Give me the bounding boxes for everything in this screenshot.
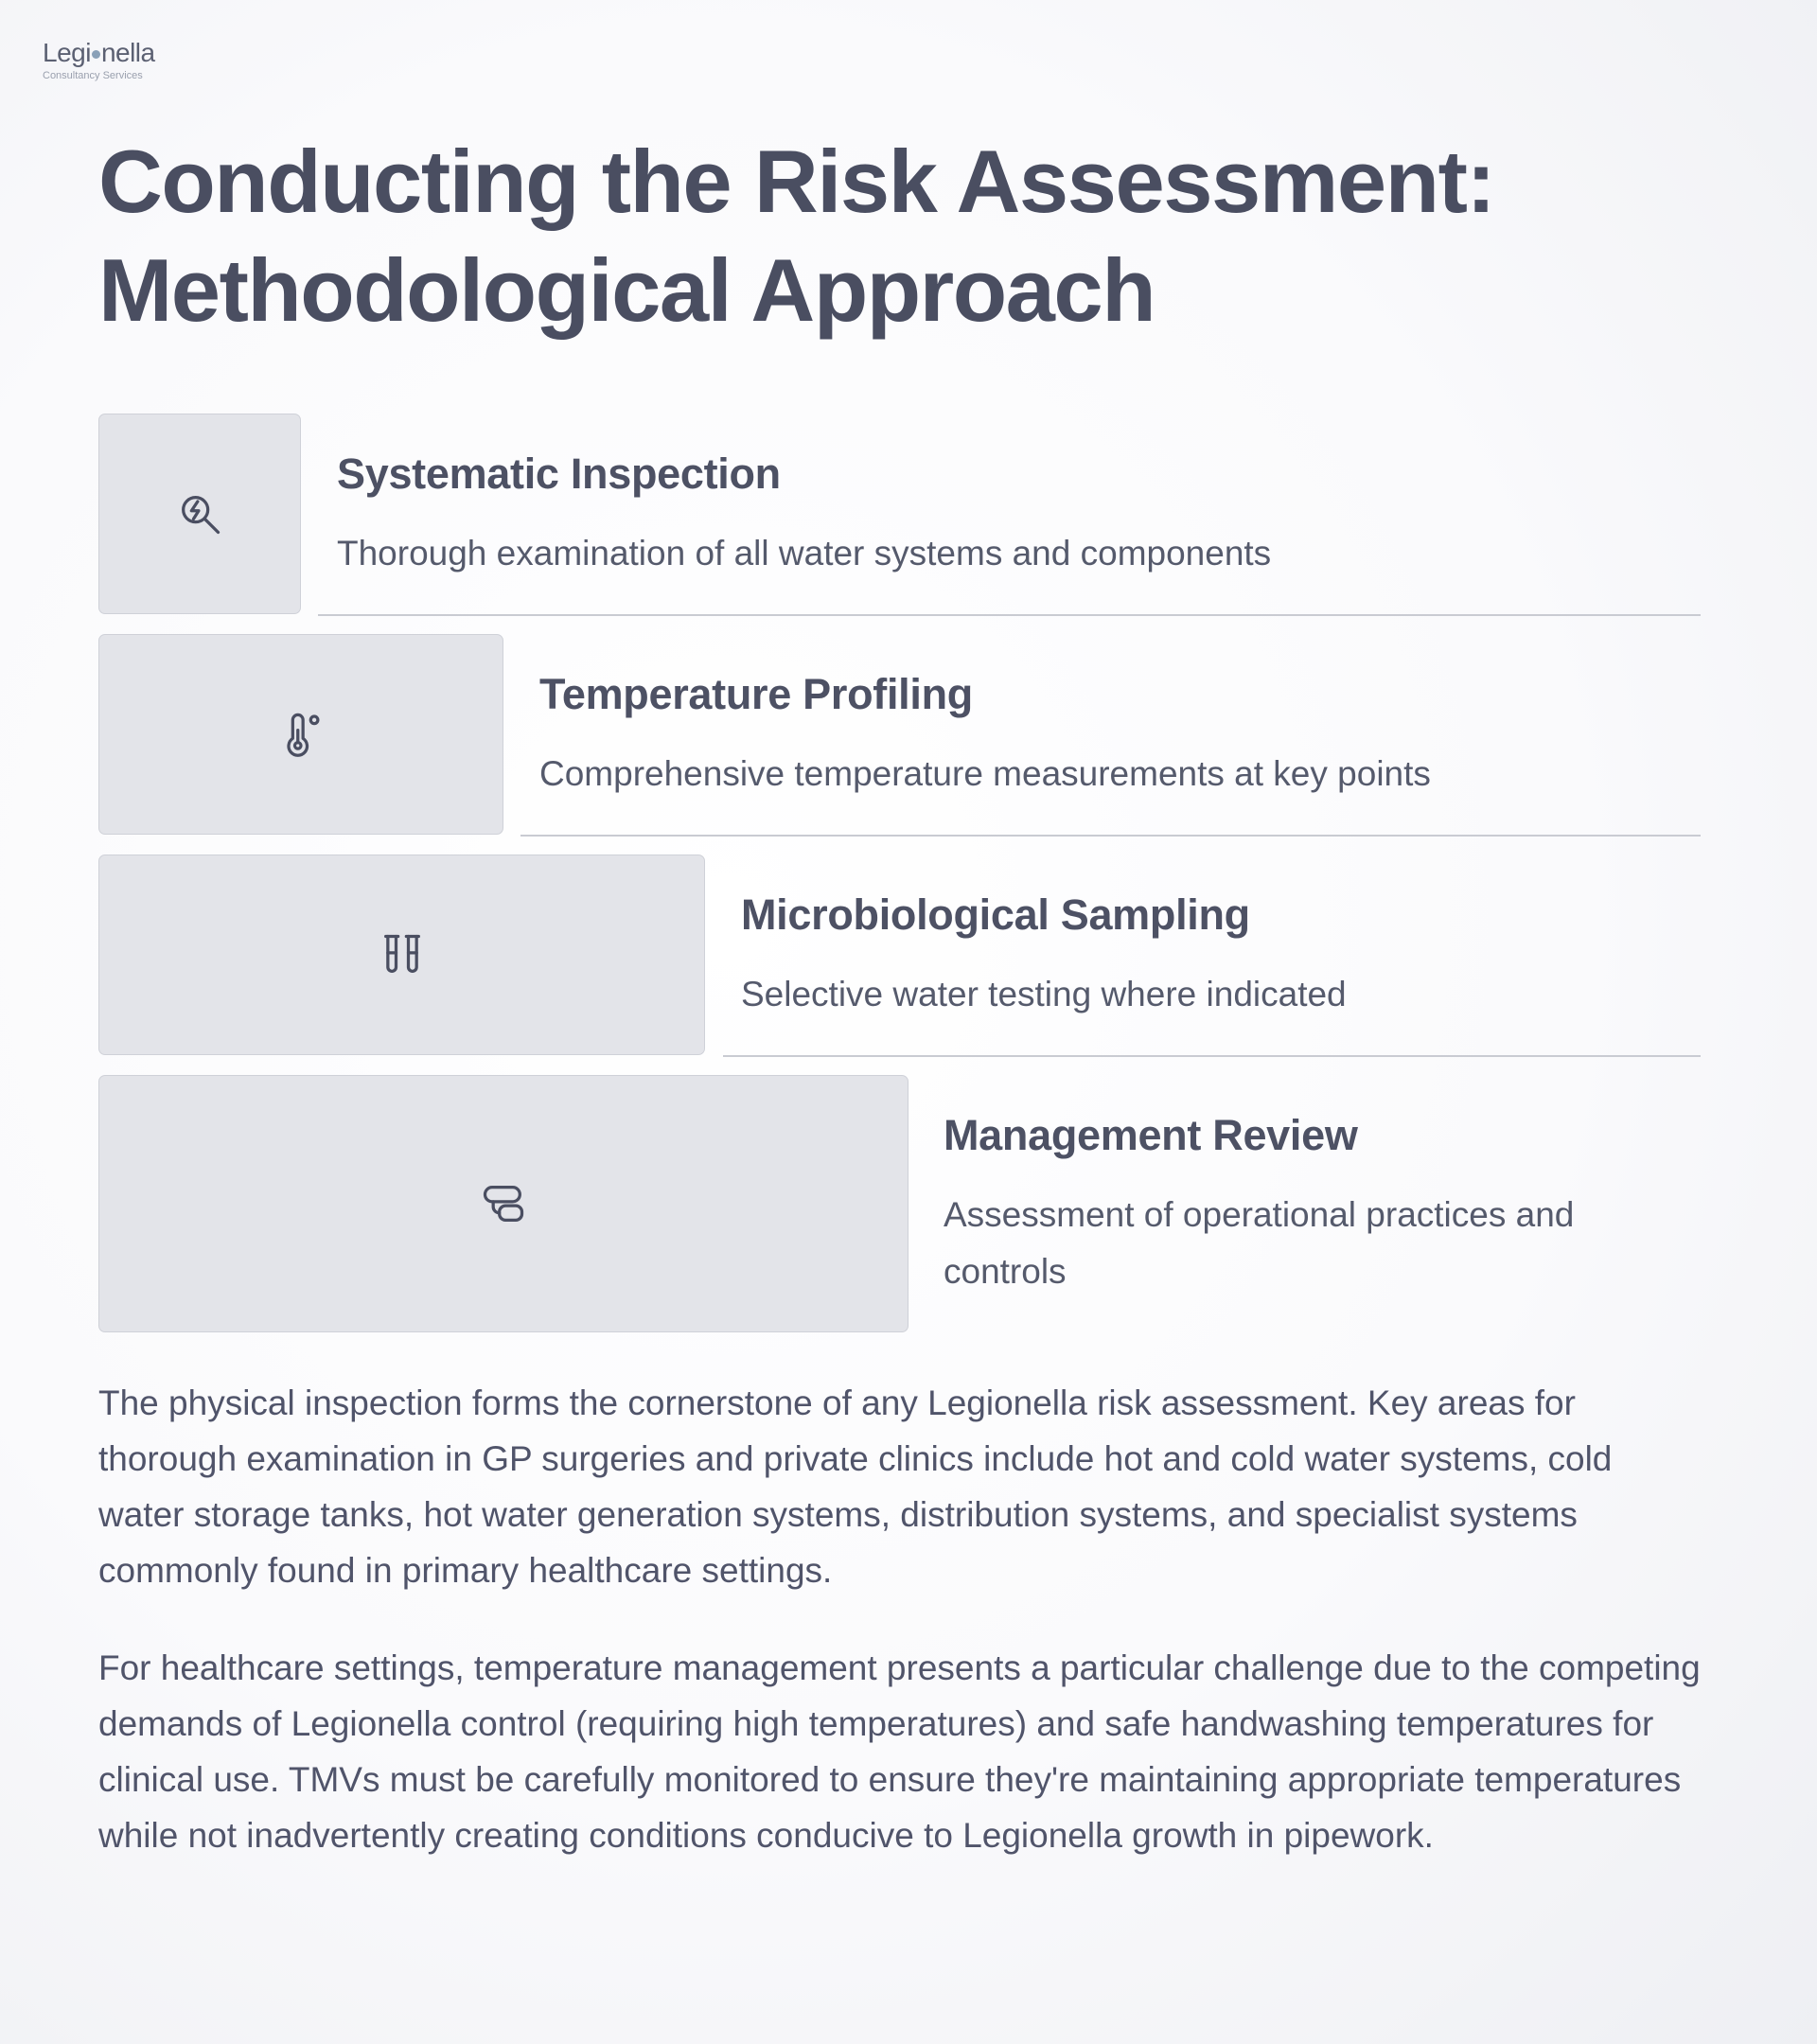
step-icon-box [98,414,301,614]
step-description: Assessment of operational practices and controls [944,1195,1575,1291]
step-divider [723,1055,1701,1057]
page-title-line-2: Methodological Approach [98,240,1155,340]
step-description: Selective water testing where indicated [741,975,1347,1013]
logo-dot-icon [92,50,100,59]
step-icon-box [98,1075,908,1332]
body-paragraph-2: For healthcare settings, temperature management presents a particular challenge due to the competing demands of Legionella control (requiring high temperatures) and safe handwashing temperatures for clinical use. TMVs must be carefully monitored to ensure they're maintaining appropriate temperatures while not inadvertently creating conditions conducive to Legionella growth in pipework. [98,1648,1701,1855]
step-title: Management Review [944,1111,1358,1159]
step-title: Systematic Inspection [337,449,781,498]
step-description: Comprehensive temperature measurements at key points [539,754,1431,793]
step-temperature-profiling [98,634,1701,837]
logo-tagline: Consultancy Services [43,70,143,81]
thermometer-icon [276,710,326,759]
page-title-line-1: Conducting the Risk Assessment: [98,132,1495,231]
body-paragraph-1: The physical inspection forms the cornerstone of any Legionella risk assessment. Key areas for thorough examination in GP surgeries and private clinics include hot and cold water systems, cold water storage tanks, hot water generation systems, distribution systems, and specialist systems commonly found in primary healthcare settings. [98,1383,1613,1590]
step-icon-box [98,634,503,835]
company-logo [43,40,155,81]
step-divider [318,614,1701,616]
page-title [98,127,1707,344]
step-description: Thorough examination of all water systems and components [337,534,1272,573]
step-management-review [98,1075,1701,1332]
step-systematic-inspection [98,414,1701,617]
test-tubes-icon [378,930,427,979]
step-title: Temperature Profiling [539,670,973,718]
inspection-magnifier-icon [175,489,224,538]
logo-wordmark: Legi nella [43,38,155,67]
step-microbiological-sampling [98,855,1701,1058]
step-title: Microbiological Sampling [741,890,1250,939]
step-icon-box [98,855,705,1055]
step-divider [520,835,1701,837]
review-cards-icon [479,1179,528,1228]
